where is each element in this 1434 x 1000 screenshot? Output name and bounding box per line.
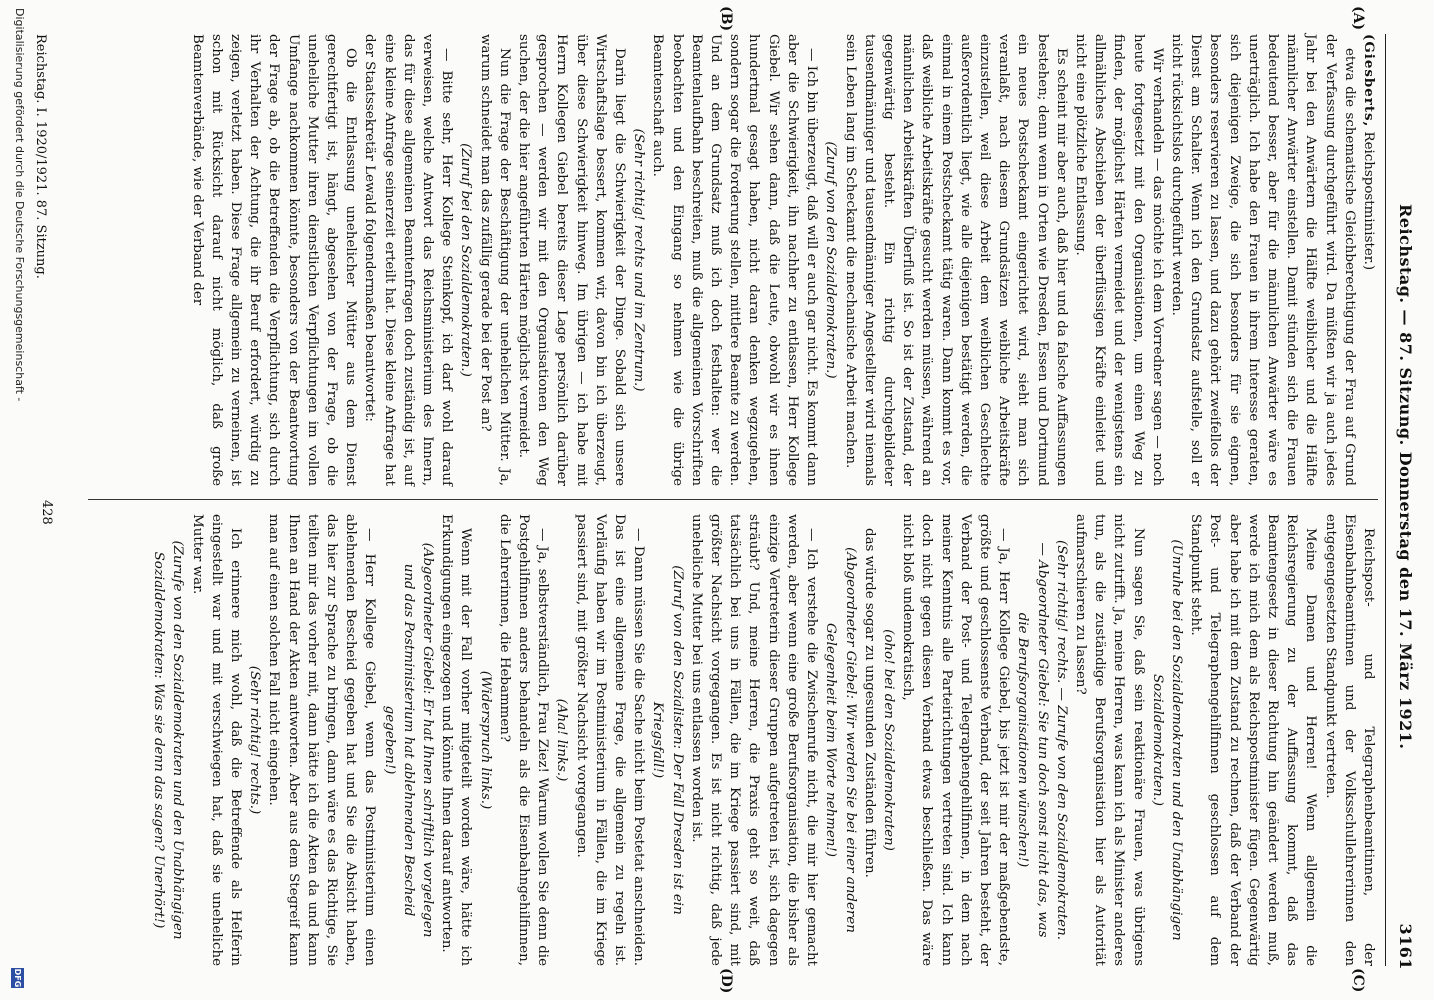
stage-direction: (Zuruf von den Sozialisten: Der Fall Dresden ist ein Kriegsfall!) (650, 565, 685, 915)
margin-marker-b: (B) (718, 6, 734, 32)
paragraph: Nun sagen Sie, daß sein reaktionäre Frauen, was übrigens nicht zutrifft. Ja, meine Herren, was kann ich als Minister anderes tun, als die zuständige Berufsorganisation hier als Autorität aufmarschieren zu lassen? (1072, 514, 1146, 966)
paragraph: — Herr Kollege Giebel, wenn das Postministerium einen ablehnenden Bescheid gegeben hat und Sie die Absicht haben, das hier zur Sprache zu bringen, dann wäre es das Richtige, Sie teilten mir das vorher mit, dann hätte ich die Akten da und kann Ihnen an Hand der Akten antworten. Aber aus dem Stegreif kann man auf einen solchen Fall nicht eingehen. (266, 514, 378, 966)
paragraph: — Dann müssen Sie die Sache nicht beim Postetat anschneiden. Das ist eine allgemeine Frage, die allgemein zu regeln ist. Vorläufig haben wir im Postministerium in Fällen, die im Kriege passiert sind, mit größter Nachsicht vorgegangen. (573, 514, 647, 966)
margin-marker-d: (D) (718, 968, 734, 994)
margin-marker-a: (A) (1350, 6, 1366, 31)
paragraph: — Ja, selbstverständlich, Frau Ziez! Warum wollen Sie denn die Postgehilfinnen anders behandeln als die Eisenbahngehilfinnen, die Lehrerinnen, die Hebammen? (496, 514, 551, 966)
paragraph: Wenn mit der Fall vorher mitgeteilt worden wäre, hätte ich Erkundigungen eingezogen und könnte Ihnen darauf antworten. (439, 514, 474, 966)
column-divider (88, 499, 1378, 500)
stage-direction: (oho! bei den Sozialdemokraten) (880, 629, 896, 851)
left-column (187, 34, 1378, 486)
stage-direction: (Sehr richtig! rechts. — Zurufe von den Sozialdemokraten. — Abgeordneter Giebel: Sie tun doch sonst nicht das, was die Berufsorganisationen wünschen!) (1015, 540, 1069, 940)
stage-direction: (Zurufe von den Sozialdemokraten und den Unabhängigen Sozialdemokraten: Was sie denn das sagen? Unerhört!) (151, 540, 186, 940)
paragraph: Meine Damen und Herren! Wenn allgemein die Reichsregierung zu der Auffassung kommt, daß das Beamtengesetz in dieser Richtung hin geändert werden muß, werde ich mich dem als Reichspostminister fügen. Gegenwärtig aber habe ich mit dem Zustand zu rechnen, daß der Verband der Post- und Telegraphengehilfinnen geschlossen auf dem Standpunkt steht. (1188, 514, 1319, 966)
speaker-role: Reichspostminister.) (1361, 131, 1376, 271)
paragraph: — Bitte sehr, Herr Kollege Steinkopf, ich darf wohl darauf verweisen, welche Antwort das Reichsministerium des Innern, das für diese allgemeinen Beamtenfragen doch zuständig ist, auf eine kleine Anfrage seinerzeit erteilt hat. Diese kleine Anfrage hat der Staatssekretär Lewald folgendermaßen beantwortet: (362, 34, 455, 486)
paragraph: das würde sogar zu ungesunden Zuständen führen. (861, 528, 877, 878)
stage-direction: (Zuruf bei den Sozialdemokraten.) (458, 143, 474, 377)
stage-direction: (Zuruf von den Sozialdemokraten.) (823, 141, 839, 379)
dfg-logo: DFG (13, 968, 22, 988)
footer-session: Reichstag. I. 1920/1921. 87. Sitzung. (33, 34, 48, 279)
paragraph: etwa die schematische Gleichberechtigung der Frau auf Grund der Verfassung durchgeführt wird. Da müßten wir ja auch jedes Jahr bei den Anwärtern die Hälfte weiblicher und die Hälfte männlicher Anwärter einstellen. Damit stünden sich die Frauen bedeutend besser, aber für die männlichen Anwärter wäre es unerträglich. Ich habe den Frauen in ihrem Interesse geraten, sich diejenigen Zweige, die sich besonders für sie eignen, besonders reservieren zu lassen, und dazu gehört zweifellos der Dienst am Schalter. Wenn ich den Grundsatz aufstelle, soll er nicht rücksichtslos durchgeführt werden. (1168, 34, 1357, 486)
stage-direction: (Unruhe bei den Sozialdemokraten und den Unabhängigen Sozialdemokraten.) (1149, 539, 1184, 941)
paragraph: Ich erinnere mich wohl, daß die Betreffende als Helferin eingestellt war und mit verschwiegen hat, daß sie uneheliche Mutter war. (189, 514, 244, 966)
header-page-number: 3161 (1396, 923, 1416, 970)
stage-direction: (Abgeordneter Giebel: Wir werden Sie bei einer anderen Gelegenheit beim Worte nehmen!) (823, 547, 858, 933)
header-title: Reichstag. — 87. Sitzung. Donnerstag den 17. März 1921. (1396, 204, 1416, 750)
page-header (1392, 30, 1420, 970)
paragraph: Wir verhandeln — das möchte ich dem Vorredner sagen — noch heute fortgesetzt mit den Organisationen, um einen Weg zu finden, der möglichst Härten vermeidet und der wenigstens ein allmähliches Abschieben der überflüssigen Kräfte einleitet und nicht eine plötzliche Entlassung. (1072, 34, 1165, 486)
stage-direction: (Sehr richtig! rechts.) (247, 665, 263, 815)
stage-direction: (Aha! links.) (554, 698, 570, 782)
header-rule (1385, 34, 1386, 966)
right-column (149, 514, 1378, 966)
paragraph: — Ja, Herr Kollege Giebel, bis jetzt ist mir der maßgebendste, größte und geschlossenste Verband, der seit Jahren besteht, der Verband der Post- und Telegraphengehilfinnen, in dem nach meiner Kenntnis alle Parteirichtungen vertreten sind. Ich kann doch nicht gegen diesen Verband etwas beschließen. Das wäre nicht bloß undemokratisch, (900, 514, 1012, 966)
paragraph: — Ich verstehe die Zwischenrufe nicht, die mir hier gemacht werden, aber wenn eine große Berufsorganisation, die bisher als einzige Vertreterin dieser Gruppen aufgetreten ist, sich dagegen sträubt? Und, meine Herren, die Praxis geht so weit, daß tatsächlich bei uns in Fällen, die im Kriege passiert sind, mit größter Nachsicht vorgegangen. Es ist nicht richtig, daß jede uneheliche Mutter bei uns entlassen worden ist. (688, 514, 820, 966)
paragraph: Nun die Frage der Beschäftigung der unehelichen Mütter. Ja, warum schneidet man das zufällig gerade bei der Post an? (477, 34, 512, 486)
margin-marker-c: (C) (1350, 968, 1366, 993)
stage-direction: (Widerspruch links.) (477, 670, 493, 810)
paragraph: — Ich bin überzeugt, daß will er auch gar nicht. Es kommt dann aber die Schwierigkeit, ihn nachher zu entlassen, Herr Kollege Giebel. Wir sehen dann, daß die Leute, obwohl wir es ihnen hundertmal gesagt haben, nicht daran denken wegzugehen, sondern sogar die Forderung stellen, mittlere Beamte zu werden. Und an dem Grundsatz muß ich doch festhalten: wer die Beamtenlaufbahn beschreiten, muß die allgemeinen Vorschriften beobachten und den Eingang so nehmen wie die übrige Beamtenschaft auch. (650, 34, 820, 486)
paragraph: Ob die Entlassung unehelicher Mütter aus dem Dienst gerechtfertigt ist, hängt, abgesehen von der Frage, ob die uneheliche Mutter ihren dienstlichen Verpflichtungen im vollen Umfange nachkommen könnte, besonders von der Beantwortung der Frage ab, ob die Betreffenden die Verpflichtung, sich durch ihr Verhalten der Achtung, die ihr Beruf erfordert, würdig zu zeigen, verletzt haben. Diese Frage allgemein zu verneinen, ist schon mit Rücksicht darauf nicht möglich, daß große Beamtenverbände, wie der Verband der (189, 34, 359, 486)
paragraph: Es scheint mir aber auch, daß hier und da falsche Auffassungen bestehen; denn wenn in Orten wie Dresden, Essen und Dortmund ein neues Postscheckamt eingerichtet wird, sieht man sich veranlaßt, nach diesem Grundsätzen weibliche Arbeitskräfte einzustellen, weil diese Arbeit dem weiblichen Geschlechte außerordentlich liegt, wie alle diejenigen bestätigt werden, die einmal in einem Postscheckamt tätig waren. Dann kommt es vor, daß weibliche Arbeitskräfte gesucht werden müssen, während an männlichen Arbeitskräften Überfluß ist. So ist der Zustand, der gegenwärtig besteht. Ein richtig durchgebildeter tausendmänniger und tausendmänniger Angestellter wird niemals sein Leben lang im Scheckamt die mechanische Arbeit machen. (842, 34, 1069, 486)
stage-direction: (Abgeordneter Giebel: Er hat Ihnen schriftlich vorgelegen und das Postministerium hat ablehnenden Bescheid gegeben!) (381, 542, 436, 938)
digitization-credit: Digitalisierung gefördert durch die Deutsche Forschungsgemeinschaft - (13, 8, 26, 402)
speaker-line (1359, 34, 1378, 486)
stage-direction: (Sehr richtig! rechts und im Zentrum.) (631, 128, 647, 392)
paragraph: Darin liegt die Schwierigkeit der Dinge. Sobald sich unsere Wirtschaftslage bessert, kommen wir, davon bin ich überzeugt, über diese Schwierigkeit hinweg. Im übrigen — ich habe mit Herrn Kollegen Giebel bereits dieser Lage persönlich darüber gesprochen — werden wir mit den Organisationen den Weg suchen, der die hier angeführten Härten möglichst vermeidet. (516, 34, 628, 486)
footer-page-number: 428 (39, 500, 54, 525)
paragraph: Reichspost- und Telegraphenbeamtinnen, der Eisenbahnbeamtinnen und der Volksschullehrerinnen den entgegengesetzten Standpunkt vertreten. (1322, 514, 1376, 966)
speaker-name: (Giesberts, (1361, 34, 1377, 128)
